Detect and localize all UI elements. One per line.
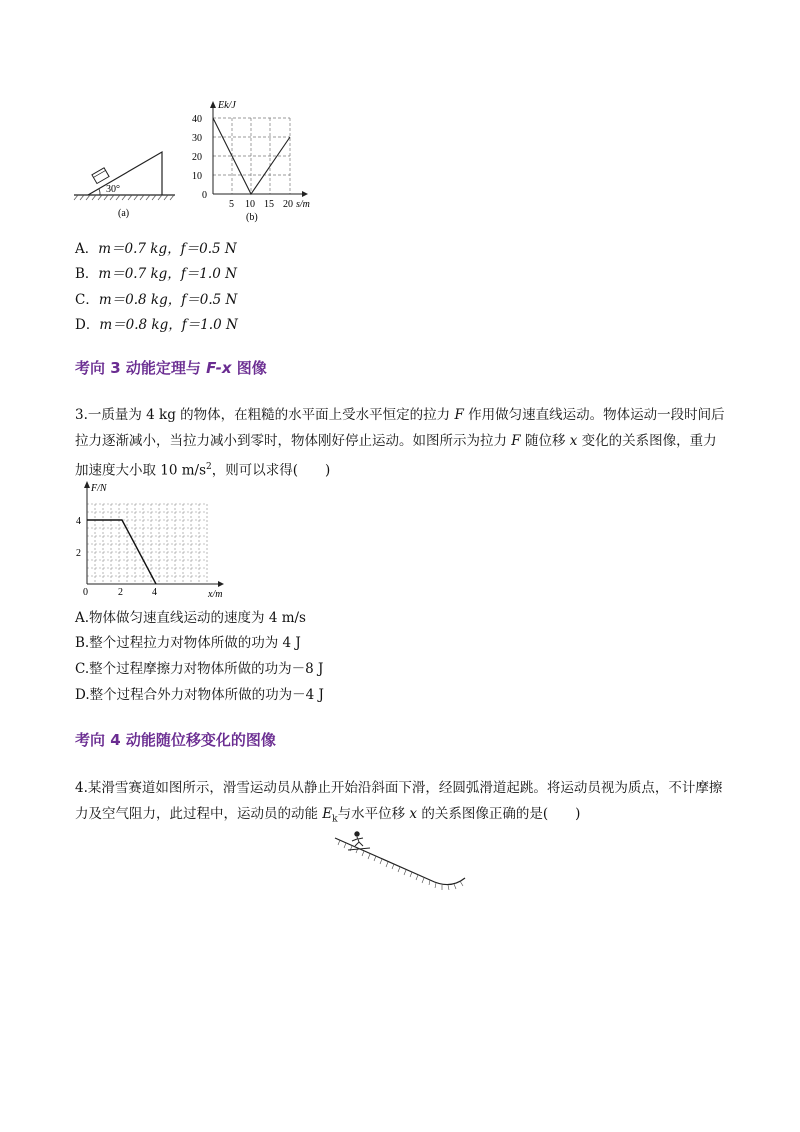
x-tick-0: 0: [83, 587, 88, 598]
f-axis-label: F/N: [91, 483, 107, 494]
x-tick-2: 2: [118, 587, 123, 598]
q3-text-part: 作用做匀速直线运动。物体运动一段时间后拉力逐渐减小，当拉力减小到零时，物体刚好停止运动。如图所示为拉力: [75, 407, 725, 449]
f-x-graph: [72, 478, 232, 600]
section-heading-3: [75, 357, 267, 378]
x-tick-4: 4: [152, 587, 157, 598]
ski-track-figure: [330, 830, 475, 900]
option-letter: B．: [75, 266, 99, 282]
q3-superscript: 2: [206, 462, 212, 472]
q4-text-part: 与水平位移: [337, 806, 410, 822]
q3-var-x: x: [569, 433, 578, 449]
option-friction: f＝0.5 N: [180, 241, 237, 257]
option-mass: m＝0.7 kg，: [98, 241, 181, 257]
q4-var-e: E: [322, 806, 333, 822]
option-friction: f＝0.5 N: [181, 292, 238, 308]
ek-axis-label: Ek/J: [218, 100, 236, 111]
section-heading-4: 考向 4 动能随位移变化的图像: [75, 731, 276, 749]
q3-text-part: 3.一质量为 4 kg 的物体，在粗糙的水平面上受水平恒定的拉力: [75, 407, 455, 423]
q3-option-d[interactable]: D.整个过程合外力对物体所做的功为－4 J: [75, 687, 324, 703]
q2-option-a[interactable]: [75, 237, 237, 257]
option-mass: m＝0.8 kg，: [98, 292, 182, 308]
ek-s-graph: [190, 98, 330, 223]
q3-var-f: F: [454, 407, 464, 423]
q3-option-c[interactable]: C.整个过程摩擦力对物体所做的功为－8 J: [75, 661, 324, 677]
option-friction: f＝1.0 N: [181, 317, 238, 333]
heading-text: 考向 3 动能定理与: [75, 359, 207, 377]
x-tick-5: 5: [229, 199, 234, 210]
q4-text-part: 4.某滑雪赛道如图所示，滑雪运动员从静止开始沿斜面下滑，经圆弧滑道起跳。将运动员视为质点，不计摩擦力及空气阻力，此过程中，运动员的动能: [75, 780, 723, 822]
question-3-text: [75, 402, 727, 484]
heading-text-suffix: 图像: [231, 359, 267, 377]
q2-option-c[interactable]: [75, 288, 237, 308]
q4-subscript: k: [332, 814, 338, 825]
angle-label: 30°: [106, 184, 120, 195]
q4-text-part: 的关系图像正确的是( ): [417, 806, 581, 822]
y-tick-2: 2: [76, 548, 81, 559]
q3-var-f: F: [511, 433, 521, 449]
heading-variable: F-x: [206, 359, 232, 377]
q3-option-b[interactable]: B.整个过程拉力对物体所做的功为 4 J: [75, 635, 301, 651]
q4-var-x: x: [409, 806, 418, 822]
figure-a-caption: (a): [118, 208, 130, 219]
y-tick-30: 30: [192, 133, 202, 144]
q2-option-d[interactable]: [75, 313, 238, 333]
x-tick-20: 20: [283, 199, 293, 210]
q2-option-b[interactable]: [75, 262, 237, 282]
q3-text-part: 随位移: [520, 433, 570, 449]
y-tick-40: 40: [192, 114, 202, 125]
option-letter: C．: [75, 292, 99, 308]
option-mass: m＝0.8 kg，: [99, 317, 182, 333]
option-mass: m＝0.7 kg，: [98, 266, 181, 282]
x-axis-label: x/m: [208, 589, 223, 600]
y-tick-20: 20: [192, 152, 202, 163]
x-tick-10: 10: [245, 199, 255, 210]
option-letter: D．: [75, 317, 100, 333]
option-friction: f＝1.0 N: [180, 266, 237, 282]
y-tick-0: 0: [202, 190, 207, 201]
y-tick-4: 4: [76, 516, 81, 527]
question-4-text: [75, 775, 727, 833]
y-tick-10: 10: [192, 171, 202, 182]
s-axis-label: s/m: [296, 199, 310, 210]
q3-text-part: 变化的关系图像，重力加速度大小取 10 m/s: [75, 433, 717, 479]
q3-text-part: ，则可以求得( ): [211, 462, 331, 479]
option-letter: A．: [75, 241, 99, 257]
incline-figure: [70, 140, 180, 220]
x-tick-15: 15: [264, 199, 274, 210]
figure-b-caption: (b): [246, 212, 258, 223]
q3-option-a[interactable]: A.物体做匀速直线运动的速度为 4 m/s: [75, 610, 306, 626]
